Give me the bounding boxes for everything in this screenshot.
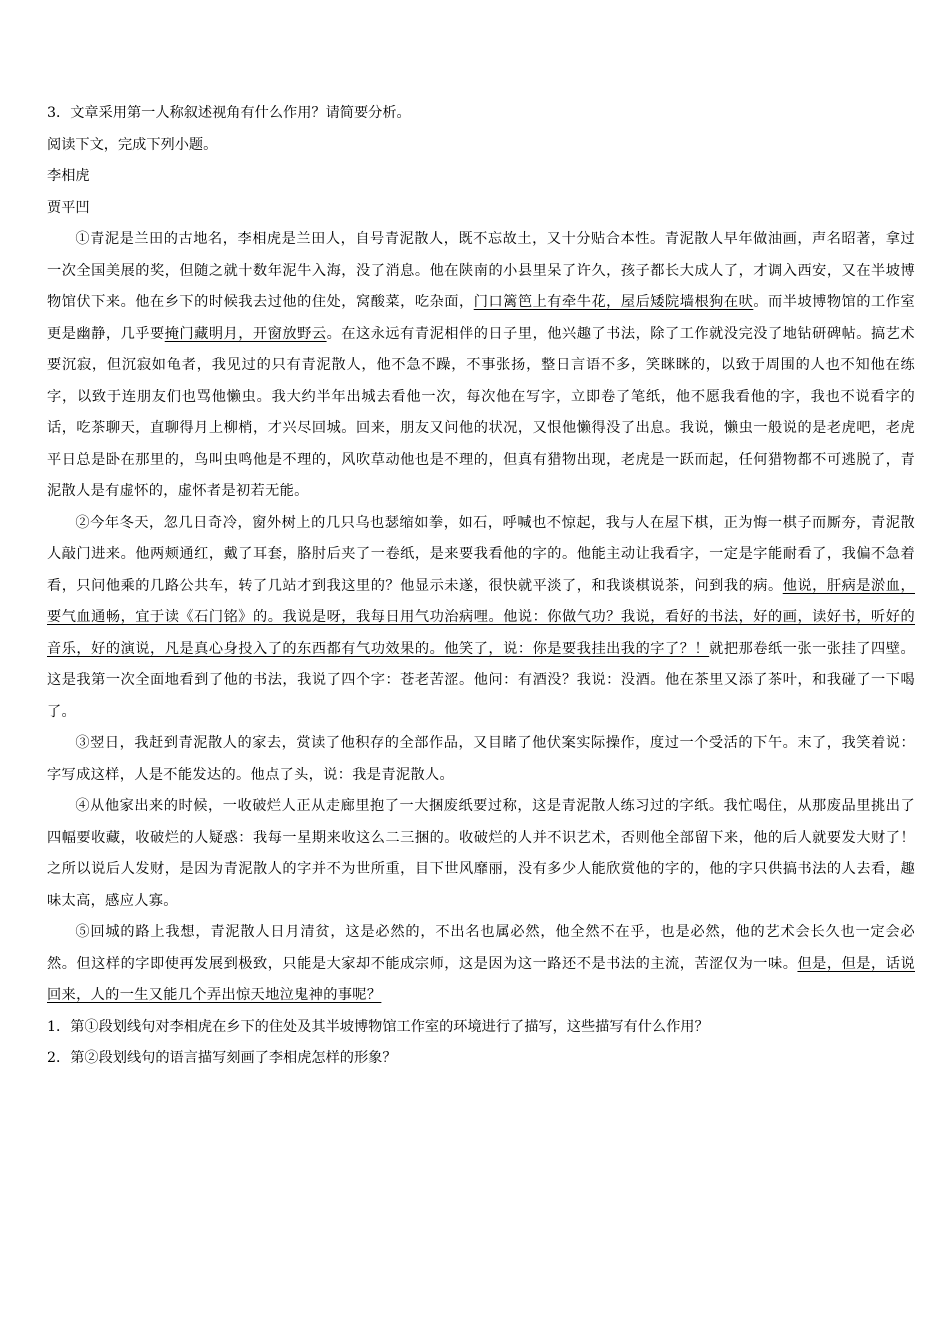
paragraph-1-underline-2: 掩门藏明月，开窗放野云 [164,325,327,342]
paragraph-5-text-a: ⑤回城的路上我想，青泥散人日月清贫，这是必然的，不出名也属必然，他全然不在乎，也是必然，他的艺术会长久也一定会必然。但这样的字即使再发展到极致，只能是大家却不能成宗师，这是因为这一路还不是书法的主流，苦涩仅为一味。 [47,924,915,972]
paragraph-1-underline-1: 门口篱笆上有牵牛花，屋后矮院墙根狗在吠 [473,294,754,310]
paragraph-3: ③翌日，我赶到青泥散人的家去，赏读了他积存的全部作品，又目睹了他伏案实际操作，度过一个受活的下午。末了，我笑着说：字写成这样，人是不能发达的。他点了头，说：我是青泥散人。 [47,735,915,783]
paragraph-5 [47,917,915,1012]
paragraph-2-underline: 他说，肝病是淤血，要气血通畅，宜于读《石门铭》的。我说是呀，我每日用气功治病哩。他说：你做气功？我说，看好的书法，好的画，读好书，听好的音乐，好的演说，凡是真心身投入了的东西都有气功效果的。他笑了，说：你是要我挂出我的字了？！ [47,577,915,657]
question-3: 3．文章采用第一人称叙述视角有什么作用？请简要分析。 [47,105,411,121]
paragraph-4: ④从他家出来的时候，一收破烂人正从走廊里抱了一大捆废纸要过称，这是青泥散人练习过的字纸。我忙喝住，从那废品里挑出了四幅要收藏，收破烂的人疑惑：我每一星期来收这么二三捆的。收破烂的人并不识艺术，否则他全部留下来，他的后人就要发大财了！之所以说后人发财，是因为青泥散人的字并不为世所重，目下世风靡丽，没有多少人能欣赏他的字的，他的字只供搞书法的人去看，趣味太高，感应人寡。 [47,798,915,909]
paragraph-1-text-b: 。而半坡博物馆的工作室更是幽静，几乎要 [47,294,915,342]
paragraph-2 [47,508,915,729]
question-1: 1．第①段划线句对李相虎在乡下的住处及其半坡博物馆工作室的环境进行了描写，这些描写有什么作用？ [47,1018,709,1035]
article-title: 李相虎 [47,168,90,184]
document-page [47,98,915,1075]
paragraph-1-text-c: 。在这永远有青泥相伴的日子里，他兴趣了书法，除了工作就没完没了地钻研碑帖。搞艺术要沉寂，但沉寂如龟者，我见过的只有青泥散人，他不急不躁，不事张扬，整日言语不多，笑眯眯的，以致于周围的人也不知他在练字，以致于连朋友们也骂他懒虫。我大约半年出城去看他一次，每次他在写字，立即卷了笔纸，他不愿我看他的字，我也不说看字的话，吃茶聊天，直聊得月上柳梢，才兴尽回城。回来，朋友又问他的状况，又恨他懒得没了出息。我说，懒虫一般说的是老虎吧，老虎平日总是卧在那里的，鸟叫虫鸣他是不理的，风吹草动他也是不理的，但真有猎物出现，老虎是一跃而起，任何猎物都不可逃脱了，青泥散人是有虚怀的，虚怀者是初若无能。 [47,325,915,499]
paragraph-2-text-a: ②今年冬天，忽几日奇冷，窗外树上的几只乌也瑟缩如拳，如石，呼喊也不惊起，我与人在屋下棋，正为悔一棋子而厮夯，青泥散人敲门进来。他两颊通红，戴了耳套，胳肘后夹了一卷纸，是来要我看他的字的。他能主动让我看字，一定是字能耐看了，我偏不急着看，只问他乘的几路公共车，转了几站才到我这里的？他显示未遂，很快就平淡了，和我谈棋说茶，问到我的病。 [47,514,915,594]
reading-instruction: 阅读下文，完成下列小题。 [47,136,218,153]
paragraph-5-underline: 但是，但是，话说回来，人的一生又能几个弄出惊天地泣鬼神的事呢？ [47,955,915,1003]
paragraph-1 [47,224,915,508]
paragraph-1-text-a: ①青泥是兰田的古地名，李相虎是兰田人，自号青泥散人，既不忘故土，又十分贴合本性。青泥散人早年做油画，声名昭著，拿过一次全国美展的奖，但随之就十数年泥牛入海，没了消息。他在陕南的小县里呆了许久，孩子都长大成人了，才调入西安，又在半坡博物馆伏下来。他在乡下的时候我去过他的住处，窝酸菜，吃杂面， [47,231,915,310]
paragraph-2-text-b: 就把那卷纸一张一张挂了四壁。这是我第一次全面地看到了他的书法，我说了四个字：苍老苦涩。他问：有酒没？我说：没酒。他在茶里又添了茶叶，和我碰了一下喝了。 [47,640,915,720]
article-author: 贾平凹 [47,199,90,216]
question-2: 2．第②段划线句的语言描写刻画了李相虎怎样的形象？ [47,1050,397,1066]
